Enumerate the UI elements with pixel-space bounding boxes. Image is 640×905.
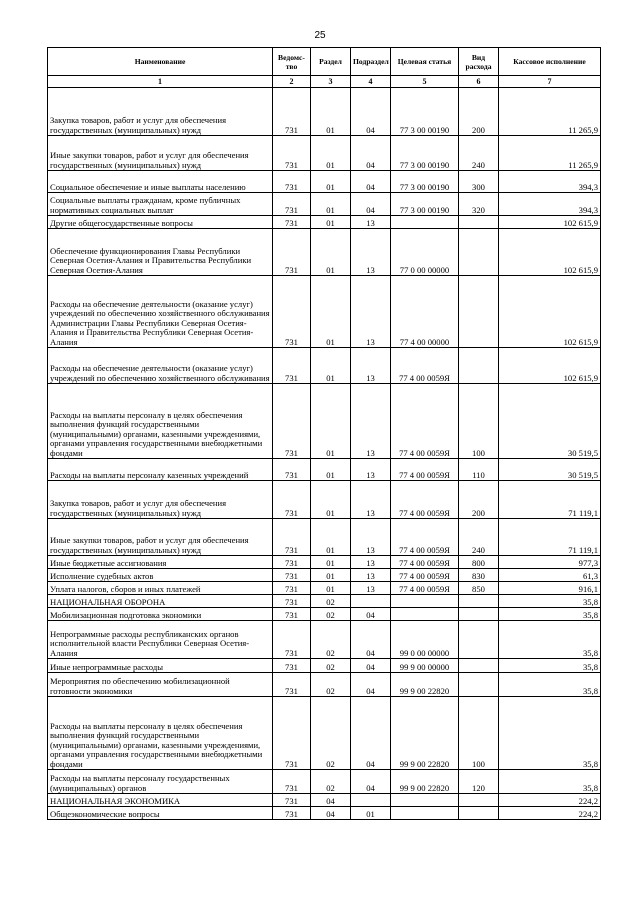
row-subsection: 04 [351, 171, 391, 193]
row-target-article: 77 4 00 0059Я [391, 569, 459, 582]
row-expense-type [459, 608, 499, 621]
row-target-article: 77 4 00 0059Я [391, 481, 459, 519]
row-section: 04 [311, 794, 351, 807]
row-target-article: 99 9 00 22820 [391, 770, 459, 794]
row-cash-execution: 394,3 [499, 171, 601, 193]
row-section: 02 [311, 608, 351, 621]
row-expense-type: 200 [459, 88, 499, 136]
table-row [48, 569, 601, 582]
row-target-article: 77 3 00 00190 [391, 136, 459, 171]
table-row [48, 348, 601, 384]
row-cash-execution: 35,8 [499, 608, 601, 621]
table-row [48, 673, 601, 697]
row-expense-type: 830 [459, 569, 499, 582]
row-section: 01 [311, 519, 351, 556]
row-subsection: 04 [351, 697, 391, 770]
row-name: Общеэкономические вопросы [48, 807, 273, 820]
row-target-article [391, 807, 459, 820]
row-name: Непрограммные расходы республиканских органов исполнительной власти Республики Северная Осетия-Алания [48, 621, 273, 659]
row-cash-execution: 916,1 [499, 582, 601, 595]
row-section: 01 [311, 276, 351, 348]
row-name: Расходы на обеспечение деятельности (оказание услуг) учреждений по обеспечению хозяйственного обслуживания Администрации Главы Республики Северная Осетия-Алания и Правительства Республики Северная Осетия-Алания [48, 276, 273, 348]
row-target-article: 99 9 00 22820 [391, 673, 459, 697]
row-section: 02 [311, 621, 351, 659]
row-expense-type: 240 [459, 136, 499, 171]
row-department: 731 [273, 519, 311, 556]
table-row [48, 770, 601, 794]
row-name: Социальное обеспечение и иные выплаты населению [48, 171, 273, 193]
row-section: 01 [311, 556, 351, 569]
column-number: 2 [273, 76, 311, 88]
row-cash-execution: 71 119,1 [499, 481, 601, 519]
row-department: 731 [273, 216, 311, 229]
row-expense-type [459, 348, 499, 384]
row-department: 731 [273, 136, 311, 171]
row-section: 01 [311, 171, 351, 193]
row-section: 02 [311, 595, 351, 608]
row-name: Расходы на выплаты персоналу государственных (муниципальных) органов [48, 770, 273, 794]
row-department: 731 [273, 459, 311, 481]
table-row [48, 136, 601, 171]
column-number: 7 [499, 76, 601, 88]
header-section: Раздел [311, 48, 351, 76]
row-department: 731 [273, 697, 311, 770]
row-department: 731 [273, 659, 311, 673]
row-name: Иные закупки товаров, работ и услуг для обеспечения государственных (муниципальных) нужд [48, 136, 273, 171]
row-subsection [351, 595, 391, 608]
table-row [48, 171, 601, 193]
row-department: 731 [273, 673, 311, 697]
column-number: 6 [459, 76, 499, 88]
table-body [48, 88, 601, 820]
row-section: 04 [311, 807, 351, 820]
row-expense-type [459, 673, 499, 697]
table-row [48, 216, 601, 229]
row-expense-type: 850 [459, 582, 499, 595]
row-subsection: 13 [351, 229, 391, 276]
row-subsection: 13 [351, 556, 391, 569]
table-row [48, 608, 601, 621]
row-section: 01 [311, 229, 351, 276]
row-expense-type: 320 [459, 193, 499, 216]
header-name: Наименование [48, 48, 273, 76]
row-target-article: 77 0 00 00000 [391, 229, 459, 276]
header-expense-type: Вид расхода [459, 48, 499, 76]
row-cash-execution: 30 519,5 [499, 459, 601, 481]
table-row [48, 621, 601, 659]
row-section: 02 [311, 697, 351, 770]
row-department: 731 [273, 276, 311, 348]
table-row [48, 582, 601, 595]
row-cash-execution: 224,2 [499, 807, 601, 820]
row-section: 02 [311, 673, 351, 697]
row-cash-execution: 102 615,9 [499, 229, 601, 276]
row-expense-type [459, 229, 499, 276]
row-section: 01 [311, 384, 351, 459]
row-subsection: 04 [351, 770, 391, 794]
row-department: 731 [273, 556, 311, 569]
row-target-article: 77 4 00 0059Я [391, 582, 459, 595]
row-subsection: 04 [351, 608, 391, 621]
row-subsection: 04 [351, 621, 391, 659]
row-name: Обеспечение функционирования Главы Республики Северная Осетия-Алания и Правительства Республики Северная Осетия-Алания [48, 229, 273, 276]
row-cash-execution: 35,8 [499, 770, 601, 794]
row-section: 01 [311, 136, 351, 171]
row-cash-execution: 35,8 [499, 595, 601, 608]
row-cash-execution: 61,3 [499, 569, 601, 582]
expenditure-table [47, 47, 601, 820]
row-expense-type: 100 [459, 697, 499, 770]
table-row [48, 193, 601, 216]
row-cash-execution: 11 265,9 [499, 136, 601, 171]
row-name: Уплата налогов, сборов и иных платежей [48, 582, 273, 595]
row-target-article: 99 9 00 00000 [391, 659, 459, 673]
row-target-article [391, 595, 459, 608]
row-cash-execution: 102 615,9 [499, 216, 601, 229]
row-expense-type: 800 [459, 556, 499, 569]
row-target-article: 77 4 00 0059Я [391, 519, 459, 556]
row-section: 02 [311, 659, 351, 673]
row-name: НАЦИОНАЛЬНАЯ ОБОРОНА [48, 595, 273, 608]
row-department: 731 [273, 384, 311, 459]
table-row [48, 556, 601, 569]
header-row [48, 48, 601, 76]
row-cash-execution: 71 119,1 [499, 519, 601, 556]
row-subsection: 13 [351, 459, 391, 481]
row-name: Закупка товаров, работ и услуг для обеспечения государственных (муниципальных) нужд [48, 481, 273, 519]
row-department: 731 [273, 582, 311, 595]
row-target-article: 77 3 00 00190 [391, 171, 459, 193]
row-target-article: 77 4 00 0059Я [391, 459, 459, 481]
row-section: 01 [311, 216, 351, 229]
row-department: 731 [273, 193, 311, 216]
row-expense-type [459, 794, 499, 807]
row-name: Исполнение судебных актов [48, 569, 273, 582]
row-department: 731 [273, 171, 311, 193]
row-name: Иные закупки товаров, работ и услуг для обеспечения государственных (муниципальных) нужд [48, 519, 273, 556]
row-expense-type [459, 621, 499, 659]
page-number: 25 [314, 30, 326, 41]
row-subsection: 13 [351, 216, 391, 229]
row-target-article: 77 4 00 00000 [391, 276, 459, 348]
row-name: НАЦИОНАЛЬНАЯ ЭКОНОМИКА [48, 794, 273, 807]
row-cash-execution: 35,8 [499, 621, 601, 659]
row-section: 01 [311, 459, 351, 481]
row-department: 731 [273, 88, 311, 136]
row-subsection [351, 794, 391, 807]
header-target-article: Целевая статья [391, 48, 459, 76]
row-subsection: 04 [351, 659, 391, 673]
row-name: Расходы на выплаты персоналу в целях обеспечения выполнения функций государственными (муниципальными) органами, казенными учреждениями, органами управления государственными внебюджетными фондами [48, 384, 273, 459]
row-subsection: 04 [351, 136, 391, 171]
row-department: 731 [273, 807, 311, 820]
column-number: 5 [391, 76, 459, 88]
header-subsection: Подраздел [351, 48, 391, 76]
row-subsection: 13 [351, 276, 391, 348]
column-number: 3 [311, 76, 351, 88]
row-name: Другие общегосударственные вопросы [48, 216, 273, 229]
table-row [48, 807, 601, 820]
row-department: 731 [273, 794, 311, 807]
row-department: 731 [273, 348, 311, 384]
row-expense-type: 200 [459, 481, 499, 519]
row-subsection: 04 [351, 673, 391, 697]
row-target-article: 77 4 00 0059Я [391, 348, 459, 384]
row-expense-type: 100 [459, 384, 499, 459]
row-subsection: 04 [351, 193, 391, 216]
row-subsection: 01 [351, 807, 391, 820]
row-name: Иные непрограммные расходы [48, 659, 273, 673]
row-section: 01 [311, 348, 351, 384]
row-target-article: 77 3 00 00190 [391, 193, 459, 216]
row-cash-execution: 102 615,9 [499, 276, 601, 348]
row-expense-type: 240 [459, 519, 499, 556]
row-cash-execution: 11 265,9 [499, 88, 601, 136]
row-expense-type: 110 [459, 459, 499, 481]
table-row [48, 794, 601, 807]
row-target-article: 77 4 00 0059Я [391, 384, 459, 459]
row-expense-type [459, 659, 499, 673]
row-section: 01 [311, 88, 351, 136]
row-department: 731 [273, 481, 311, 519]
table-row [48, 459, 601, 481]
row-expense-type [459, 216, 499, 229]
row-section: 01 [311, 582, 351, 595]
row-section: 01 [311, 193, 351, 216]
row-cash-execution: 394,3 [499, 193, 601, 216]
column-number: 4 [351, 76, 391, 88]
row-section: 02 [311, 770, 351, 794]
row-target-article: 99 0 00 00000 [391, 621, 459, 659]
row-cash-execution: 102 615,9 [499, 348, 601, 384]
row-expense-type: 120 [459, 770, 499, 794]
row-name: Социальные выплаты гражданам, кроме публичных нормативных социальных выплат [48, 193, 273, 216]
table-row [48, 88, 601, 136]
header-cash-execution: Кассовое исполнение [499, 48, 601, 76]
row-name: Расходы на обеспечение деятельности (оказание услуг) учреждений по обеспечению хозяйственного обслуживания [48, 348, 273, 384]
row-section: 01 [311, 481, 351, 519]
row-target-article [391, 794, 459, 807]
row-section: 01 [311, 569, 351, 582]
row-department: 731 [273, 595, 311, 608]
row-target-article: 99 9 00 22820 [391, 697, 459, 770]
row-subsection: 13 [351, 384, 391, 459]
row-cash-execution: 35,8 [499, 673, 601, 697]
column-number-row [48, 76, 601, 88]
row-target-article [391, 216, 459, 229]
table-row [48, 595, 601, 608]
row-target-article: 77 3 00 00190 [391, 88, 459, 136]
row-subsection: 04 [351, 88, 391, 136]
row-subsection: 13 [351, 481, 391, 519]
row-department: 731 [273, 770, 311, 794]
row-target-article [391, 608, 459, 621]
row-department: 731 [273, 608, 311, 621]
table-row [48, 519, 601, 556]
table-row [48, 697, 601, 770]
row-name: Расходы на выплаты персоналу казенных учреждений [48, 459, 273, 481]
row-subsection: 13 [351, 519, 391, 556]
table-row [48, 229, 601, 276]
header-department: Ведомс-тво [273, 48, 311, 76]
row-name: Мобилизационная подготовка экономики [48, 608, 273, 621]
row-department: 731 [273, 569, 311, 582]
row-cash-execution: 977,3 [499, 556, 601, 569]
row-subsection: 13 [351, 348, 391, 384]
row-name: Закупка товаров, работ и услуг для обеспечения государственных (муниципальных) нужд [48, 88, 273, 136]
row-expense-type [459, 595, 499, 608]
row-cash-execution: 35,8 [499, 697, 601, 770]
row-name: Иные бюджетные ассигнования [48, 556, 273, 569]
row-subsection: 13 [351, 582, 391, 595]
table-row [48, 659, 601, 673]
table-row [48, 384, 601, 459]
row-cash-execution: 224,2 [499, 794, 601, 807]
row-expense-type [459, 276, 499, 348]
row-subsection: 13 [351, 569, 391, 582]
row-cash-execution: 35,8 [499, 659, 601, 673]
row-expense-type [459, 807, 499, 820]
row-name: Расходы на выплаты персоналу в целях обеспечения выполнения функций государственными (муниципальными) органами, казенными учреждениями, органами управления государственными внебюджетными фондами [48, 697, 273, 770]
row-department: 731 [273, 621, 311, 659]
column-number: 1 [48, 76, 273, 88]
table-row [48, 276, 601, 348]
row-target-article: 77 4 00 0059Я [391, 556, 459, 569]
row-expense-type: 300 [459, 171, 499, 193]
row-name: Мероприятия по обеспечению мобилизационной готовности экономики [48, 673, 273, 697]
row-department: 731 [273, 229, 311, 276]
row-cash-execution: 30 519,5 [499, 384, 601, 459]
table-row [48, 481, 601, 519]
